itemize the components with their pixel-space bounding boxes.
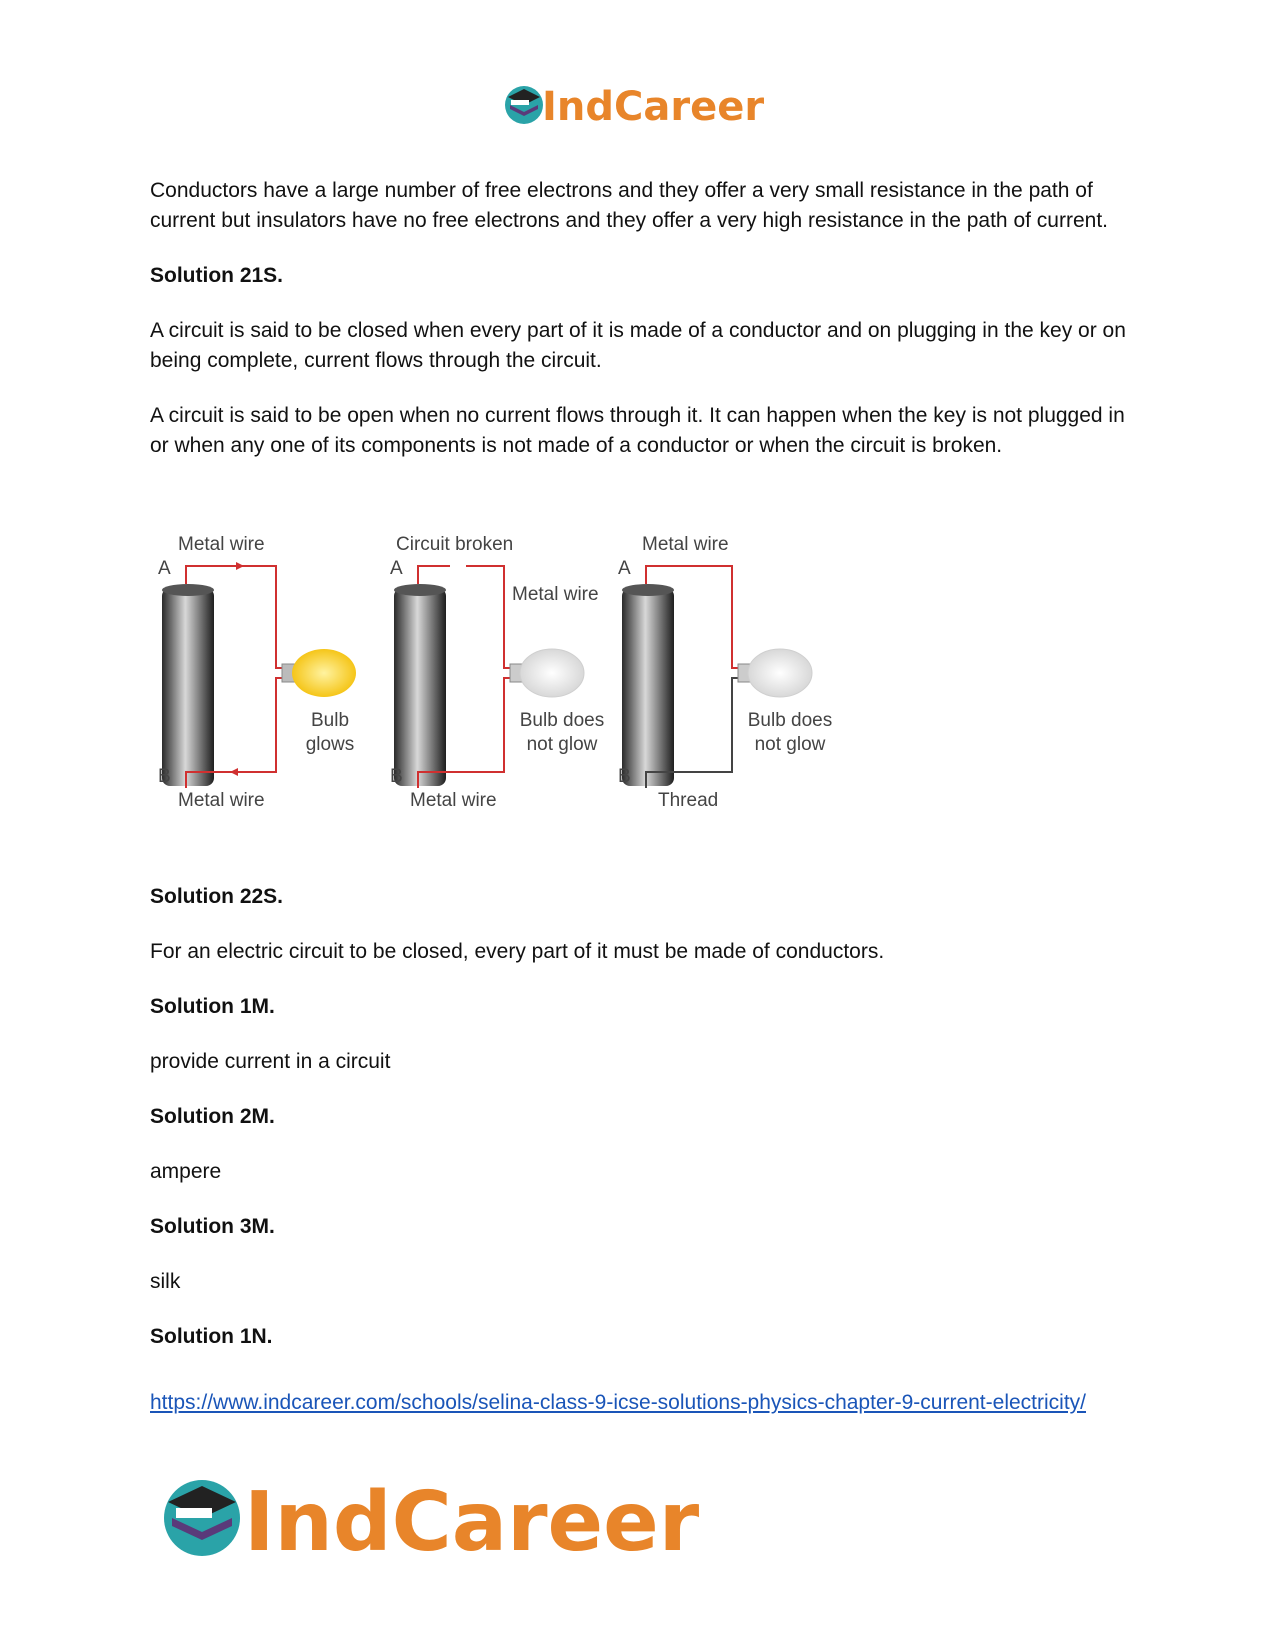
label-terminal-b: B — [390, 766, 403, 787]
label-metal-wire: Metal wire — [178, 534, 265, 555]
paragraph-conductors: Conductors have a large number of free electrons and they offer a very small resistance in the path of current but insulators have no free electrons and they offer a very high resistance in the path of current. — [150, 179, 1108, 232]
paragraph-closed-circuit: A circuit is said to be closed when every part of it is made of a conductor and on plugging in the key or on being complete, current flows through the circuit. — [150, 319, 1126, 372]
label-metal-wire: Metal wire — [642, 534, 729, 555]
paragraph-open-circuit: A circuit is said to be open when no current flows through it. It can happen when the key is not plugged in or when any one of its components is not made of a conductor or when the circuit is broken. — [150, 404, 1125, 457]
document-body-upper — [150, 176, 1130, 486]
wire-top-left — [418, 566, 450, 584]
battery-cell — [394, 588, 446, 786]
label-bulb: Bulb — [310, 710, 350, 731]
label-terminal-b: B — [618, 766, 631, 787]
document-body-lower — [150, 882, 1130, 1377]
battery-cell — [622, 588, 674, 786]
circuit-figure — [150, 534, 870, 846]
heading-solution-1m: Solution 1M. — [150, 995, 275, 1018]
current-arrow-icon — [236, 562, 244, 570]
brand-wordmark: IndCareer — [244, 1475, 700, 1570]
heading-solution-1n: Solution 1N. — [150, 1325, 273, 1348]
label-bulb-does: Bulb does — [519, 710, 605, 731]
label-terminal-a: A — [158, 558, 171, 579]
label-terminal-a: A — [618, 558, 631, 579]
label-glows: glows — [305, 734, 355, 755]
label-not-glow: not glow — [526, 734, 598, 755]
label-circuit-broken: Circuit broken — [396, 534, 514, 555]
graduation-cap-icon — [505, 86, 543, 124]
label-thread: Thread — [658, 790, 719, 811]
wire-top-right — [466, 566, 514, 668]
answer-2m: ampere — [150, 1160, 222, 1183]
current-arrow-icon — [230, 768, 238, 776]
heading-solution-2m: Solution 2M. — [150, 1105, 275, 1128]
circuit-broken — [390, 534, 604, 811]
bulb-glowing — [292, 649, 356, 697]
circuit-thread — [618, 534, 832, 811]
graduation-cap-icon — [164, 1480, 240, 1556]
answer-1m: provide current in a circuit — [150, 1050, 391, 1073]
logo-top — [502, 80, 782, 130]
label-metal-wire: Metal wire — [512, 584, 599, 605]
label-terminal-b: B — [158, 766, 171, 787]
heading-solution-3m: Solution 3M. — [150, 1215, 275, 1238]
battery-cell — [162, 588, 214, 786]
heading-solution-21s: Solution 21S. — [150, 264, 284, 287]
heading-solution-22s: Solution 22S. — [150, 885, 284, 908]
label-bulb-does: Bulb does — [747, 710, 833, 731]
label-terminal-a: A — [390, 558, 403, 579]
brand-wordmark: IndCareer — [542, 84, 765, 130]
circuit-closed — [158, 534, 356, 811]
bulb-off — [748, 649, 812, 697]
label-metal-wire: Metal wire — [410, 790, 497, 811]
source-link[interactable]: https://www.indcareer.com/schools/selina-class-9-icse-solutions-physics-chapter-9-current-electricity/ — [150, 1391, 1086, 1414]
answer-3m: silk — [150, 1270, 181, 1293]
logo-bottom — [160, 1470, 720, 1570]
paragraph-conductors-closed: For an electric circuit to be closed, every part of it must be made of conductors. — [150, 940, 885, 963]
label-metal-wire: Metal wire — [178, 790, 265, 811]
bulb-off — [520, 649, 584, 697]
label-not-glow: not glow — [754, 734, 826, 755]
